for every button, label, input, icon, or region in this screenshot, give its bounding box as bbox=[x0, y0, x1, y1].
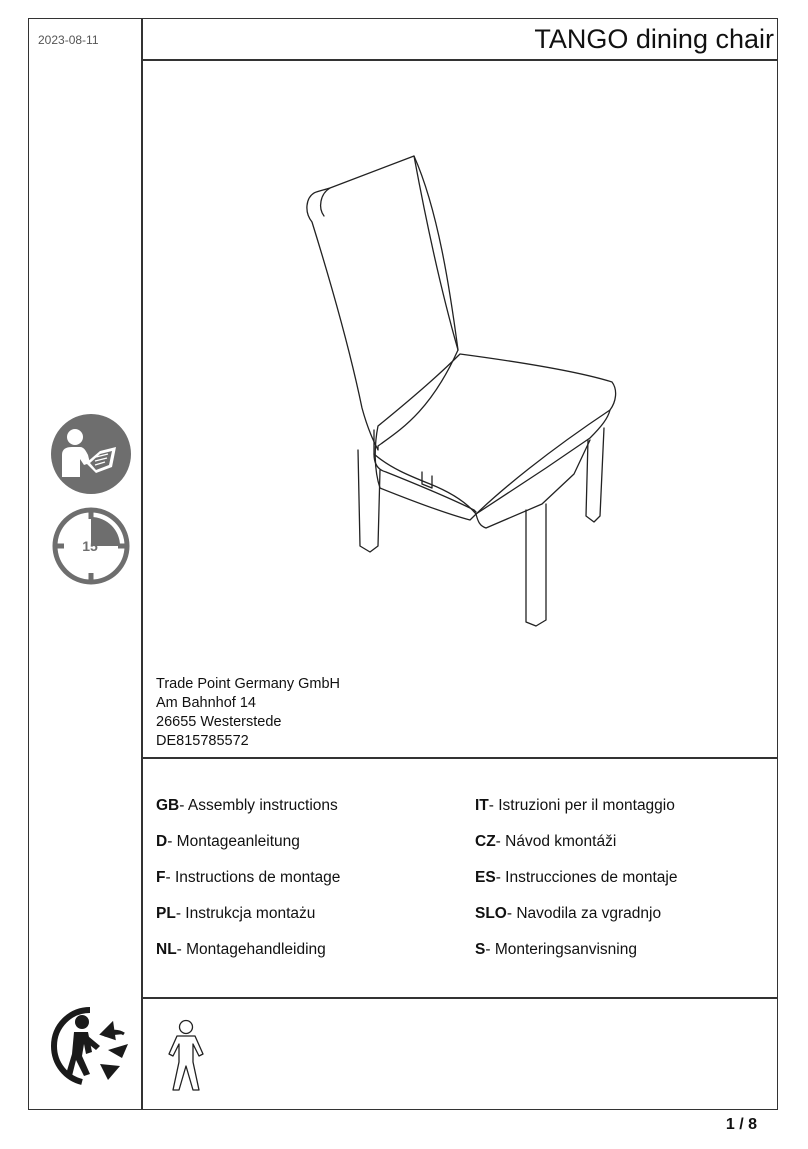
lang-item-slo: SLO- Navodila za vgradnjo bbox=[475, 905, 662, 922]
header-divider bbox=[141, 59, 778, 61]
lang-item-s: S- Monteringsanvisning bbox=[475, 941, 637, 958]
manufacturer-street: Am Bahnhof 14 bbox=[156, 695, 256, 711]
read-manual-icon bbox=[50, 413, 132, 495]
chair-illustration bbox=[290, 150, 630, 630]
recycle-disposal-icon bbox=[48, 1004, 136, 1088]
lang-item-pl: PL- Instrukcja montażu bbox=[156, 905, 316, 922]
languages-divider bbox=[141, 997, 778, 999]
page-number: 1 / 8 bbox=[725, 1116, 757, 1133]
manufacturer-city: 26655 Westerstede bbox=[156, 714, 282, 730]
lang-item-d: D- Montageanleitung bbox=[156, 833, 300, 850]
illustration-divider bbox=[141, 757, 778, 759]
lang-item-gb: GB- Assembly instructions bbox=[156, 797, 338, 814]
clock-minutes: 15 bbox=[82, 538, 98, 554]
manufacturer-vat: DE815785572 bbox=[156, 733, 249, 749]
lang-item-f: F- Instructions de montage bbox=[156, 869, 341, 886]
lang-item-nl: NL- Montagehandleiding bbox=[156, 941, 326, 958]
clock-icon bbox=[50, 505, 132, 587]
lang-item-it: IT- Istruzioni per il montaggio bbox=[475, 797, 675, 814]
page-title: TANGO dining chair bbox=[534, 24, 774, 54]
manufacturer-name: Trade Point Germany GmbH bbox=[156, 676, 340, 692]
lang-item-cz: CZ- Návod kmontáži bbox=[475, 833, 617, 850]
document-date: 2023-08-11 bbox=[38, 33, 99, 47]
one-person-icon bbox=[165, 1018, 207, 1092]
lang-item-es: ES- Instrucciones de montaje bbox=[475, 869, 678, 886]
manufacturer-address bbox=[156, 675, 340, 751]
left-column-divider bbox=[141, 18, 143, 1110]
